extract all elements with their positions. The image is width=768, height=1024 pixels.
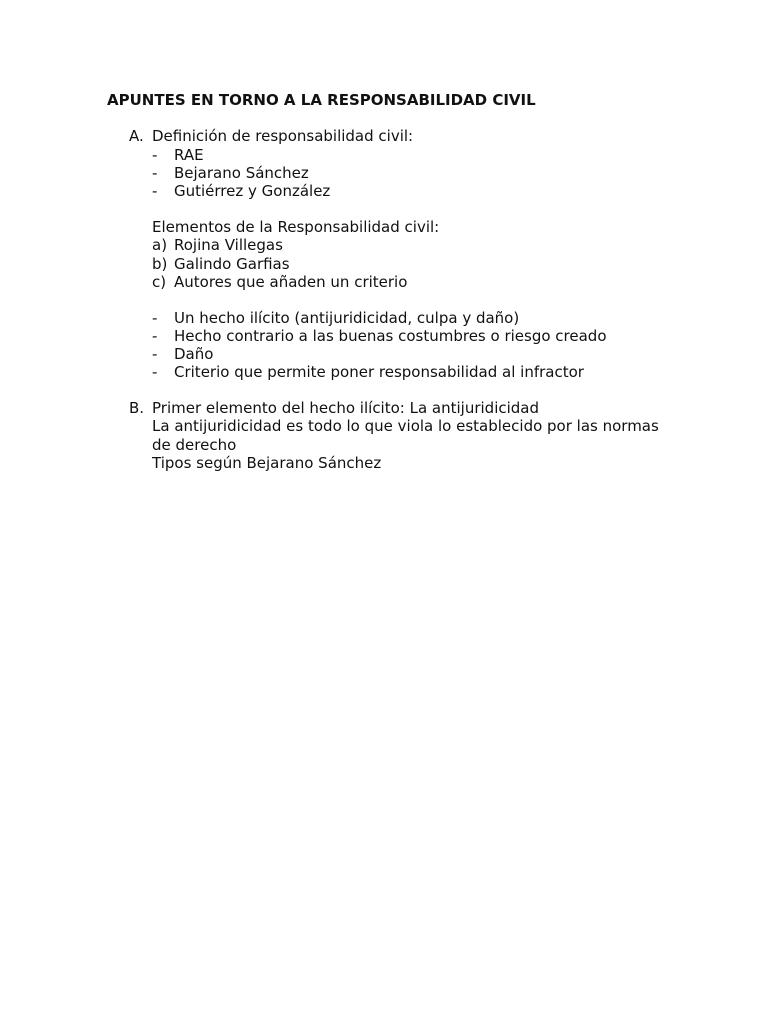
section-b-heading: Primer elemento del hecho ilícito: La antijuridicidad bbox=[152, 399, 540, 417]
element-item-marker: b) bbox=[152, 255, 168, 273]
definition-item-rae: RAE bbox=[174, 146, 204, 164]
section-b-types-line: Tipos según Bejarano Sánchez bbox=[152, 454, 382, 472]
section-b-definition-line: de derecho bbox=[152, 436, 237, 454]
criteria-item-criterio: Criterio que permite poner responsabilidad al infractor bbox=[174, 363, 584, 381]
criteria-item-marker: - bbox=[152, 309, 158, 327]
element-item-autores: Autores que añaden un criterio bbox=[174, 273, 408, 291]
criteria-item-marker: - bbox=[152, 363, 158, 381]
criteria-item-hecho-contrario: Hecho contrario a las buenas costumbres o riesgo creado bbox=[174, 327, 607, 345]
element-item-rojina: Rojina Villegas bbox=[174, 236, 283, 254]
section-b-marker: B. bbox=[129, 399, 145, 417]
criteria-item-dano: Daño bbox=[174, 345, 214, 363]
criteria-item-marker: - bbox=[152, 345, 158, 363]
section-b-definition-line: La antijuridicidad es todo lo que viola lo establecido por las normas bbox=[152, 417, 659, 435]
definition-item-bejarano: Bejarano Sánchez bbox=[174, 164, 309, 182]
definition-item-marker: - bbox=[152, 146, 158, 164]
definition-item-gutierrez: Gutiérrez y González bbox=[174, 182, 331, 200]
definition-item-marker: - bbox=[152, 182, 158, 200]
element-item-marker: a) bbox=[152, 236, 168, 254]
section-a-heading: Definición de responsabilidad civil: bbox=[152, 127, 414, 145]
section-a-marker: A. bbox=[129, 127, 144, 145]
element-item-marker: c) bbox=[152, 273, 167, 291]
elements-heading: Elementos de la Responsabilidad civil: bbox=[152, 218, 440, 236]
definition-item-marker: - bbox=[152, 164, 158, 182]
criteria-item-hecho-ilicito: Un hecho ilícito (antijuridicidad, culpa y daño) bbox=[174, 309, 520, 327]
document-title: APUNTES EN TORNO A LA RESPONSABILIDAD CIVIL bbox=[107, 91, 536, 109]
element-item-galindo: Galindo Garfias bbox=[174, 255, 290, 273]
criteria-item-marker: - bbox=[152, 327, 158, 345]
